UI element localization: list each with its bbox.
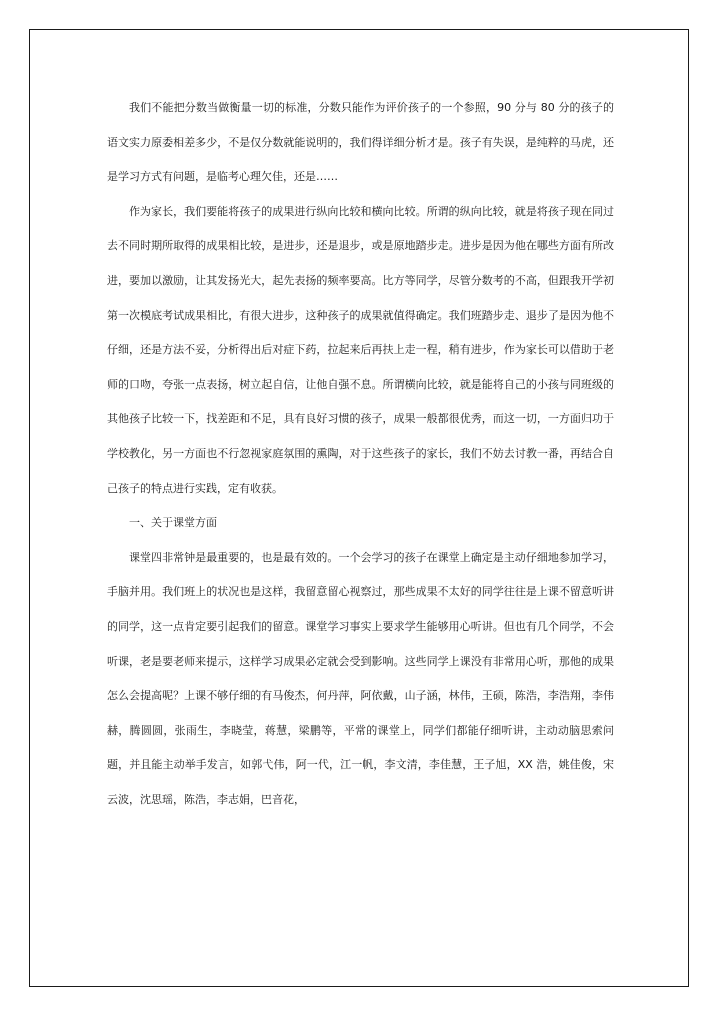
document-body: [107, 91, 614, 817]
paragraph-score-evaluation: 我们不能把分数当做衡量一切的标准，分数只能作为评价孩子的一个参照，90 分与 80 分的孩子的语文实力原委相差多少，不是仅分数就能说明的，我们得详细分析才是。孩子有失误，是纯粹的马虎，还是学习方式有问题，是临考心理欠佳，还是……: [107, 101, 614, 184]
section-heading: 一、关于课堂方面: [129, 516, 217, 530]
paragraph-comparison: 作为家长，我们要能将孩子的成果进行纵向比较和横向比较。所谓的纵向比较，就是将孩子现在同过去不同时期所取得的成果相比较，是进步，还是退步，或是原地踏步走。进步是因为他在哪些方面有所改进，要加以激励，让其发扬光大，起先表扬的频率要高。比方等同学，尽管分数考的不高，但跟我开学初第一次模底考试成果相比，有很大进步，这种孩子的成果就值得确定。我们班踏步走、退步了是因为他不仔细，还是方法不妥，分析得出后对症下药，拉起来后再扶上走一程，稍有进步，作为家长可以借助于老师的口吻，夸张一点表扬，树立起自信，让他自强不息。所谓横向比较，就是能将自己的小孩与同班级的其他孩子比较一下，找差距和不足，具有良好习惯的孩子，成果一般都很优秀，而这一切，一方面归功于学校教化，另一方面也不行忽视家庭氛围的熏陶，对于这些孩子的家长，我们不妨去讨教一番，再结合自己孩子的特点进行实践，定有收获。: [107, 204, 614, 495]
paragraph-classroom: 课堂四非常钟是最重要的，也是最有效的。一个会学习的孩子在课堂上确定是主动仔细地参加学习，手脑并用。我们班上的状况也是这样，我留意留心视察过，那些成果不太好的同学往往是上课不留意听讲的同学，这一点肯定要引起我们的留意。课堂学习事实上要求学生能够用心听讲。但也有几个同学，不会听课，老是要老师来提示，这样学习成果必定就会受到影响。这些同学上课没有非常用心听，那他的成果怎么会提高呢？上课不够仔细的有马俊杰，何丹萍，阿依戴，山子涵，林伟，王硕，陈浩，李浩翔，李伟赫，腾圆圆，张雨生，李晓莹，蒋慧，梁鹏等，平常的课堂上，同学们都能仔细听讲，主动动脑思索问题，并且能主动举手发言，如郭弋伟，阿一代，江一帆，李文清，李佳慧，王子旭，XX 浩，姚佳俊，宋云波，沈思瑶，陈浩，李志娟，巴音花，: [107, 550, 614, 806]
